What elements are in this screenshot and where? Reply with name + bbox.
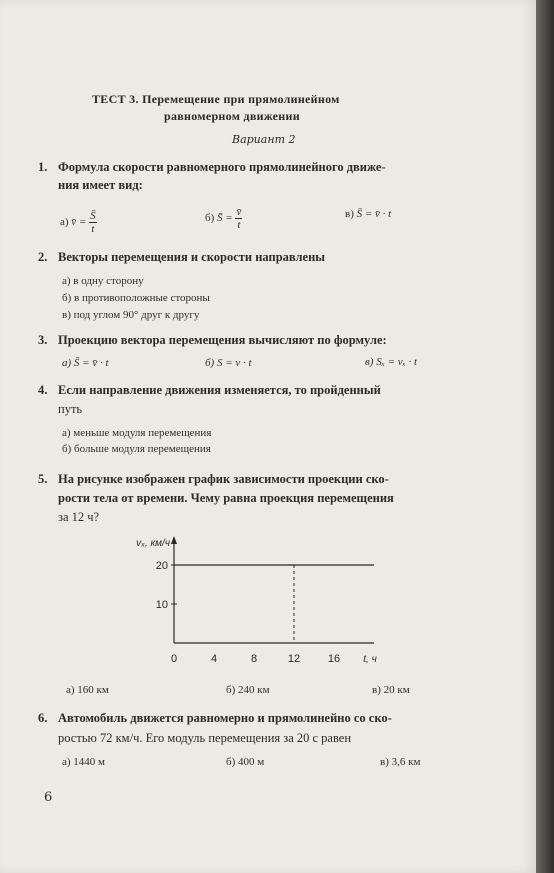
q6-number: 6. — [38, 711, 48, 725]
q4-option-b[interactable]: б) больше модуля перемещения — [62, 443, 211, 455]
q1-option-b-lhs: S̄ = — [217, 212, 233, 225]
variant-label: Вариант 2 — [232, 133, 296, 146]
q5-text-line3: за 12 ч? — [58, 510, 100, 524]
q5-number: 5. — [38, 472, 48, 486]
q1-option-c-letter: в) — [345, 208, 354, 220]
q2-text-line1: Векторы перемещения и скорости направлены — [58, 250, 326, 264]
q1-option-a-letter: а) — [60, 216, 69, 229]
q1-option-a[interactable] — [60, 210, 97, 235]
q1-option-a-lhs: v̄ = — [71, 216, 87, 229]
q4-text-line2: путь — [58, 402, 83, 416]
y-tick-label-0: 10 — [155, 599, 168, 611]
x-tick-label-2: 8 — [250, 653, 258, 665]
q6-text-line1: Автомобиль движется равномерно и прямолинейно со ско- — [58, 711, 392, 725]
q5-text-line2: рости тела от времени. Чему равна проекция перемещения — [58, 491, 394, 505]
q1-option-c-formula: S̄ = v̄ · t — [356, 208, 392, 220]
x-tick-label-0: 0 — [170, 653, 178, 665]
q3-option-c[interactable]: в) Sₓ = vₓ · t — [365, 356, 418, 368]
q3-option-b[interactable]: б) S = v · t — [205, 357, 252, 369]
q1-option-b-letter: б) — [205, 212, 215, 225]
x-axis-label: t, ч — [363, 654, 377, 665]
q3-text-line1: Проекцию вектора перемещения вычисляют по формуле: — [58, 333, 387, 347]
q2-number: 2. — [38, 250, 48, 264]
y-axis-label: vₓ, км/ч — [136, 538, 170, 549]
q1-option-c[interactable] — [345, 208, 391, 220]
q3-option-a[interactable]: а) S̄ = v̄ · t — [62, 357, 109, 369]
q1-option-a-denominator: t — [91, 223, 95, 235]
test-title-line1: ТЕСТ 3. Перемещение при прямолинейном — [92, 92, 340, 106]
y-tick-label-1: 20 — [155, 560, 168, 572]
q1-option-a-fraction — [89, 210, 97, 235]
y-axis-arrow — [171, 536, 177, 544]
q1-text-line2: ния имеет вид: — [58, 178, 143, 192]
velocity-time-chart — [100, 532, 430, 677]
q3-number: 3. — [38, 333, 48, 347]
background-edge — [536, 0, 554, 873]
x-tick-label-4: 16 — [327, 653, 341, 665]
q6-text-line2: ростью 72 км/ч. Его модуль перемещения за 20 с равен — [58, 731, 352, 745]
q5-text-line1: На рисунке изображен график зависимости проекции ско- — [58, 472, 389, 486]
q1-option-a-numerator: S̄ — [90, 210, 96, 222]
q6-option-b[interactable]: б) 400 м — [226, 756, 265, 768]
page-number: 6 — [44, 790, 53, 805]
q6-option-c[interactable]: в) 3,6 км — [380, 756, 421, 768]
q4-number: 4. — [38, 383, 48, 397]
q2-option-c[interactable]: в) под углом 90° друг к другу — [62, 309, 200, 321]
q5-option-b[interactable]: б) 240 км — [226, 684, 270, 696]
q1-option-b-fraction — [235, 206, 242, 231]
q6-option-a[interactable]: а) 1440 м — [62, 756, 106, 768]
q2-option-a[interactable]: а) в одну сторону — [62, 275, 144, 287]
q5-option-a[interactable]: а) 160 км — [66, 684, 109, 696]
x-tick-label-1: 4 — [210, 653, 218, 665]
q5-option-c[interactable]: в) 20 км — [372, 684, 410, 696]
q4-option-a[interactable]: а) меньше модуля перемещения — [62, 427, 212, 439]
q1-option-b-denominator: t — [237, 219, 241, 231]
test-title-line2: равномерном движении — [164, 109, 300, 123]
q1-text-line1: Формула скорости равномерного прямолинейного движе- — [58, 160, 386, 174]
q1-option-b-numerator: v̄ — [236, 206, 242, 218]
q1-number: 1. — [38, 160, 48, 174]
x-tick-label-3: 12 — [287, 653, 301, 665]
q2-option-b[interactable]: б) в противоположные стороны — [62, 292, 210, 304]
q1-option-b[interactable] — [205, 206, 242, 231]
q4-text-line1: Если направление движения изменяется, то пройденный — [58, 383, 381, 397]
